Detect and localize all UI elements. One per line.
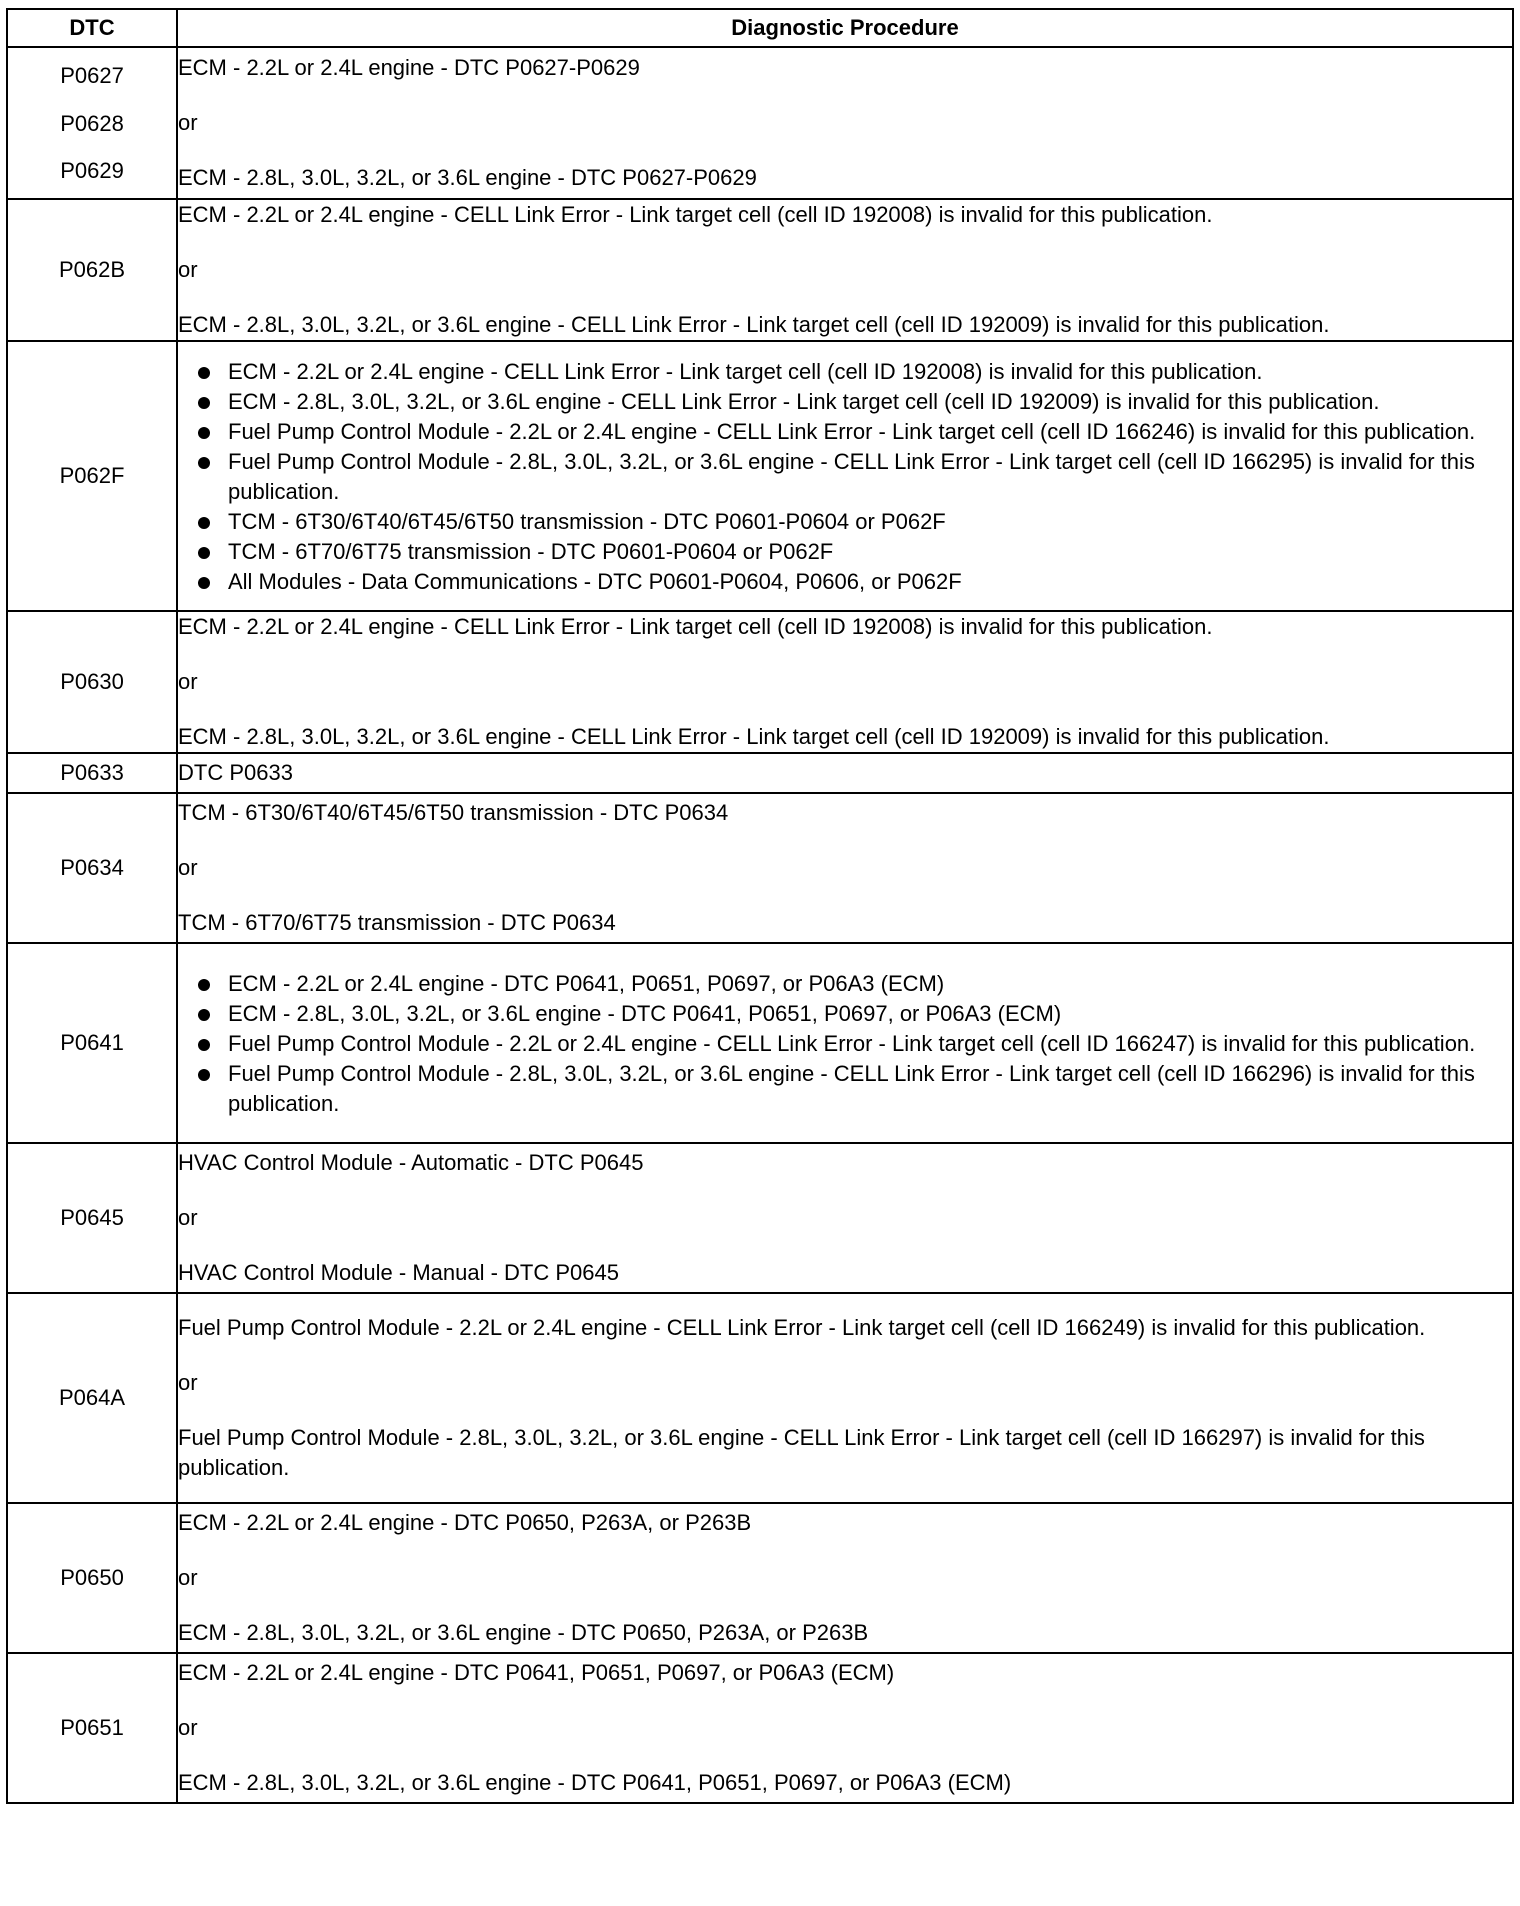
or-text: or [178,1370,198,1395]
or-text: or [178,669,198,694]
procedure-link[interactable]: DTC P0633 [178,760,293,785]
table-row [7,753,1513,793]
dtc-cell [7,47,177,199]
dtc-code: P0628 [60,110,124,136]
bullet-item: Fuel Pump Control Module - 2.2L or 2.4L engine - CELL Link Error - Link target cell (cell ID 166246) is invalid for this publication. [178,417,1512,447]
bullet-item[interactable]: TCM - 6T30/6T40/6T45/6T50 transmission - DTC P0601-P0604 or P062F [178,507,1512,537]
procedure-cell [177,1503,1513,1653]
dtc-procedure-table [6,8,1514,1804]
bullet-item[interactable]: TCM - 6T70/6T75 transmission - DTC P0601-P0604 or P062F [178,537,1512,567]
procedure-cell [177,199,1513,341]
procedure-link[interactable]: ECM - 2.2L or 2.4L engine - DTC P0641, P0651, P0697, or P06A3 (ECM) [178,1660,895,1685]
or-text: or [178,1715,198,1740]
bullet-item[interactable]: All Modules - Data Communications - DTC P0601-P0604, P0606, or P062F [178,567,1512,597]
or-text: or [178,257,198,282]
procedure-link[interactable]: ECM - 2.8L, 3.0L, 3.2L, or 3.6L engine - DTC P0650, P263A, or P263B [178,1620,869,1645]
procedure-cell [177,341,1513,611]
procedure-link[interactable]: ECM - 2.8L, 3.0L, 3.2L, or 3.6L engine - DTC P0627-P0629 [178,165,757,190]
table-row [7,199,1513,341]
dtc-code: P0645 [7,1143,177,1293]
procedure-cell [177,1293,1513,1503]
procedure-text: ECM - 2.2L or 2.4L engine - CELL Link Error - Link target cell (cell ID 192008) is invalid for this publication. [178,614,1213,639]
dtc-code: P0634 [7,793,177,943]
header-dtc: DTC [7,9,177,47]
procedure-cell [177,1143,1513,1293]
table-row [7,47,1513,199]
or-text: or [178,855,198,880]
procedure-text: Fuel Pump Control Module - 2.8L, 3.0L, 3.2L, or 3.6L engine - CELL Link Error - Link target cell (cell ID 166297) is invalid for this publication. [178,1425,1425,1480]
procedure-link[interactable]: TCM - 6T30/6T40/6T45/6T50 transmission - DTC P0634 [178,800,729,825]
dtc-code: P0629 [60,157,124,183]
table-row [7,611,1513,753]
bullet-item: Fuel Pump Control Module - 2.8L, 3.0L, 3.2L, or 3.6L engine - CELL Link Error - Link target cell (cell ID 166296) is invalid for this publication. [178,1059,1512,1119]
procedure-cell [177,1653,1513,1803]
dtc-code: P0641 [7,943,177,1143]
procedure-bullet-list [178,969,1512,1119]
header-row [7,9,1513,47]
procedure-cell [177,753,1513,793]
or-text: or [178,1565,198,1590]
procedure-text: ECM - 2.8L, 3.0L, 3.2L, or 3.6L engine - CELL Link Error - Link target cell (cell ID 192009) is invalid for this publication. [178,724,1330,749]
bullet-item[interactable]: ECM - 2.2L or 2.4L engine - DTC P0641, P0651, P0697, or P06A3 (ECM) [178,969,1512,999]
header-procedure: Diagnostic Procedure [177,9,1513,47]
procedure-link[interactable]: ECM - 2.2L or 2.4L engine - DTC P0650, P263A, or P263B [178,1510,752,1535]
or-text: or [178,110,198,135]
procedure-cell [177,943,1513,1143]
procedure-text: ECM - 2.8L, 3.0L, 3.2L, or 3.6L engine - CELL Link Error - Link target cell (cell ID 192009) is invalid for this publication. [178,312,1330,337]
dtc-code: P064A [7,1293,177,1503]
bullet-item: ECM - 2.2L or 2.4L engine - CELL Link Error - Link target cell (cell ID 192008) is invalid for this publication. [178,357,1512,387]
bullet-item: Fuel Pump Control Module - 2.8L, 3.0L, 3.2L, or 3.6L engine - CELL Link Error - Link target cell (cell ID 166295) is invalid for this publication. [178,447,1512,507]
procedure-link[interactable]: ECM - 2.8L, 3.0L, 3.2L, or 3.6L engine - DTC P0641, P0651, P0697, or P06A3 (ECM) [178,1770,1012,1795]
bullet-item: Fuel Pump Control Module - 2.2L or 2.4L engine - CELL Link Error - Link target cell (cell ID 166247) is invalid for this publication. [178,1029,1512,1059]
dtc-code: P0633 [7,753,177,793]
table-row [7,341,1513,611]
procedure-text: Fuel Pump Control Module - 2.2L or 2.4L engine - CELL Link Error - Link target cell (cell ID 166249) is invalid for this publication. [178,1315,1426,1340]
procedure-cell [177,611,1513,753]
procedure-link[interactable]: HVAC Control Module - Automatic - DTC P0645 [178,1150,644,1175]
procedure-cell [177,793,1513,943]
table-row [7,793,1513,943]
bullet-item: ECM - 2.8L, 3.0L, 3.2L, or 3.6L engine - CELL Link Error - Link target cell (cell ID 192009) is invalid for this publication. [178,387,1512,417]
dtc-code: P062B [7,199,177,341]
procedure-cell [177,47,1513,199]
dtc-code: P0630 [7,611,177,753]
bullet-item[interactable]: ECM - 2.8L, 3.0L, 3.2L, or 3.6L engine - DTC P0641, P0651, P0697, or P06A3 (ECM) [178,999,1512,1029]
procedure-text: ECM - 2.2L or 2.4L engine - CELL Link Error - Link target cell (cell ID 192008) is invalid for this publication. [178,202,1213,227]
procedure-link[interactable]: HVAC Control Module - Manual - DTC P0645 [178,1260,619,1285]
procedure-link[interactable]: ECM - 2.2L or 2.4L engine - DTC P0627-P0629 [178,55,640,80]
dtc-code: P0651 [7,1653,177,1803]
dtc-code: P062F [7,341,177,611]
procedure-bullet-list [178,357,1512,597]
table-row [7,1653,1513,1803]
table-row [7,1503,1513,1653]
or-text: or [178,1205,198,1230]
procedure-link[interactable]: TCM - 6T70/6T75 transmission - DTC P0634 [178,910,616,935]
table-row [7,1293,1513,1503]
dtc-code: P0627 [60,62,124,88]
table-row [7,943,1513,1143]
dtc-code: P0650 [7,1503,177,1653]
table-row [7,1143,1513,1293]
